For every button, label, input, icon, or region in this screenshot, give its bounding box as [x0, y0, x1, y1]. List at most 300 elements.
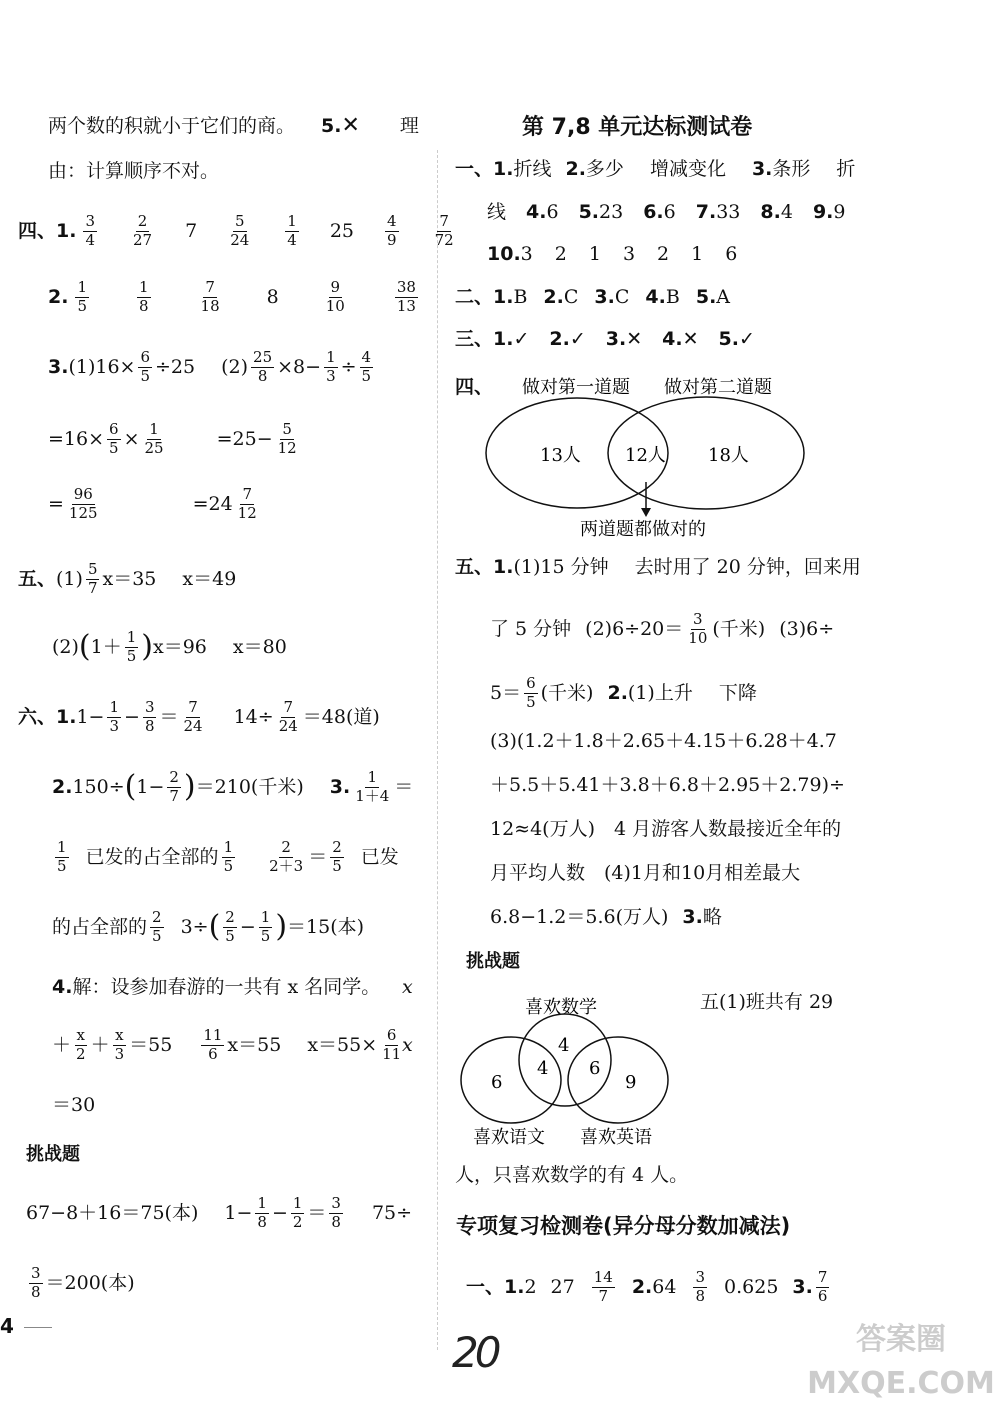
denominator: 10 [325, 296, 345, 315]
watermark-logo: 答案圈 MXQE.COM [807, 1322, 995, 1401]
answer-line: 人，只喜欢数学的有 4 人。 [455, 1164, 689, 1186]
denominator: 24 [230, 230, 250, 249]
numerator: 14 [593, 1268, 613, 1286]
fraction [199, 280, 222, 315]
column-divider [437, 150, 438, 1350]
fraction-list [72, 280, 420, 315]
value: 4 [780, 201, 793, 223]
fraction [330, 840, 344, 875]
answer: 了 5 分钟 [490, 617, 572, 640]
q-number: 2. [52, 775, 73, 798]
answer: 27 [550, 1275, 575, 1298]
numerator: 1 [149, 420, 159, 438]
numerator: 4 [361, 348, 372, 366]
expr: 的占全部的 [52, 915, 148, 938]
denominator: 6 [208, 1044, 218, 1063]
value: ✕ [682, 328, 699, 350]
value: 2 [554, 243, 567, 265]
denominator: 3 [114, 1044, 125, 1063]
denominator: 125 [68, 503, 98, 522]
section-label: 五、 [18, 567, 57, 590]
venn-top-value: 4 [558, 1035, 570, 1056]
numerator: 1 [260, 908, 271, 926]
expr: 解：设参加春游的一共有 x 名同学。 [72, 976, 381, 998]
denominator: 72 [434, 230, 454, 249]
denominator: 12 [277, 438, 297, 457]
answer: (1)15 分钟 [513, 556, 609, 578]
denominator: 5 [225, 926, 235, 945]
denominator: 13 [396, 296, 416, 315]
numerator: x [76, 1026, 86, 1044]
numerator: 2 [332, 838, 342, 856]
venn-bottom-label: 两道题都做对的 [580, 519, 706, 540]
expr: 75÷ [371, 1201, 413, 1224]
numerator: 2 [137, 212, 148, 230]
answer: 多少 [585, 158, 624, 180]
section-4-row-2 [48, 280, 421, 315]
answer: 增减变化 [649, 158, 726, 180]
q-number: 4. [645, 286, 666, 308]
numerator: 1 [292, 1194, 303, 1212]
q3-line-1 [48, 350, 376, 385]
fraction [276, 422, 299, 457]
numerator: 7 [283, 698, 294, 716]
section-4-row-1 [18, 214, 459, 249]
right-line-8 [490, 612, 834, 647]
denominator: 27 [133, 230, 153, 249]
answer-item [513, 288, 527, 307]
expr: ＝48(道) [302, 705, 380, 728]
fraction [29, 1266, 43, 1301]
q-number: 4. [662, 328, 683, 350]
right-line-9 [490, 676, 757, 711]
venn-left-label: 做对第一道题 [522, 377, 630, 398]
fraction [67, 487, 100, 522]
value: 7 [185, 219, 198, 242]
q-number: 9. [812, 201, 834, 223]
fraction [83, 214, 97, 249]
fraction [686, 612, 709, 647]
numerator: 1 [223, 838, 234, 856]
section-label: 六、1. [18, 705, 77, 728]
expr: (1)16× [68, 355, 136, 378]
expr: x [402, 1034, 413, 1056]
denominator: 6 [817, 1286, 828, 1305]
fraction [816, 1270, 830, 1305]
numerator: 3 [144, 698, 155, 716]
numerator: 96 [73, 485, 93, 503]
expr: =24 [192, 492, 233, 515]
venn-right-value: 9 [625, 1072, 637, 1093]
answer-item [579, 203, 624, 222]
denominator: 5 [140, 366, 151, 385]
answer-item [645, 288, 679, 307]
denominator: 11 [382, 1044, 402, 1063]
denominator: 8 [695, 1286, 706, 1305]
fraction [353, 770, 391, 805]
denominator: 5 [332, 856, 342, 875]
section-6-line-3 [52, 840, 399, 875]
q-number: 2. [543, 286, 564, 308]
answer-line: ＋5.5＋5.41＋3.8＋6.8＋2.95＋2.79)÷ [490, 774, 845, 796]
numerator: 3 [693, 610, 703, 628]
venn-mid-left-value: 4 [537, 1058, 549, 1079]
numerator: 3 [695, 1268, 706, 1286]
fraction [285, 214, 299, 249]
q-number: 2. [607, 681, 628, 704]
expr: x＝55× [307, 1033, 378, 1056]
expr: ＋ [52, 1033, 72, 1056]
q-number: 3. [594, 286, 615, 308]
answer: 0.625 [724, 1275, 779, 1298]
answer-item [813, 203, 846, 222]
answer: (1)上升 [627, 681, 693, 704]
expr: ＝ [394, 775, 414, 798]
venn-left-value: 6 [491, 1072, 503, 1093]
expr: =25− [216, 427, 273, 450]
denominator: 7 [87, 578, 98, 597]
fraction [251, 350, 274, 385]
denominator: 7 [169, 786, 179, 805]
fraction [291, 1196, 305, 1231]
expr: ＋ [90, 1033, 110, 1056]
value: 1 [588, 243, 601, 265]
expr: (2) [52, 635, 79, 658]
value: ✓ [738, 328, 755, 350]
numerator: 5 [87, 560, 98, 578]
numerator: 1 [109, 698, 120, 716]
expr: =16× [48, 427, 105, 450]
denominator: 5 [223, 856, 234, 875]
fraction [693, 1270, 707, 1305]
answer-line: (3)(1.2＋1.8＋2.65＋4.15＋6.28＋4.7 [490, 730, 837, 752]
answer-item [594, 288, 629, 307]
q-number: 2. [549, 328, 570, 350]
section-label: 一、1. [455, 158, 514, 180]
cross-mark: ✕ [341, 113, 360, 138]
value: A [716, 286, 731, 308]
q-number: 8. [760, 201, 781, 223]
q-number: 3. [329, 775, 351, 798]
denominator: 4 [85, 230, 95, 249]
expr: ＝55 [129, 1033, 173, 1056]
numerator: 1 [126, 628, 137, 646]
fraction [255, 1196, 269, 1231]
fraction [75, 280, 89, 315]
denominator: 10 [688, 628, 708, 647]
denominator: 8 [331, 1212, 341, 1231]
expr: − [271, 1201, 288, 1224]
denominator: 5 [152, 926, 162, 945]
numerator: 5 [234, 212, 245, 230]
expr: = [48, 492, 64, 515]
value: ✕ [626, 328, 643, 350]
numerator: 3 [331, 1194, 341, 1212]
numerator: 11 [203, 1026, 223, 1044]
venn-diagram-2 [455, 990, 685, 1150]
numerator: 1 [367, 768, 377, 786]
fraction [592, 1270, 615, 1305]
denominator: 8 [31, 1282, 41, 1301]
expr: 1＋ [90, 635, 122, 658]
answer: (千米) [540, 681, 594, 704]
denominator: 24 [278, 716, 298, 735]
challenge-heading: 挑战题 [26, 1144, 80, 1165]
q-number: 5. [718, 328, 739, 350]
left-challenge-line-1 [26, 1196, 412, 1231]
expr: ÷25 [155, 355, 196, 378]
right-line-4 [455, 288, 730, 307]
fraction [267, 840, 305, 875]
fraction [236, 487, 259, 522]
answer: 线 [487, 201, 507, 223]
numerator: 25 [253, 348, 273, 366]
answer-item [606, 330, 642, 349]
numerator: 9 [330, 278, 341, 296]
right-line-3 [487, 245, 737, 264]
text: 理 [399, 114, 419, 137]
denominator: 5 [109, 438, 119, 457]
expr: x＝96 [153, 635, 207, 658]
denominator: 8 [257, 366, 268, 385]
expr: × [123, 427, 140, 450]
denominator: 9 [387, 230, 397, 249]
answer-item [643, 203, 676, 222]
left-line-2 [48, 162, 219, 181]
value: C [614, 286, 630, 308]
expr: 已发的占全部的 [85, 845, 219, 868]
answer-list [521, 245, 738, 264]
section-6-q4 [52, 978, 380, 997]
value: 9 [833, 201, 846, 223]
fraction [137, 280, 151, 315]
numerator: 1 [326, 348, 336, 366]
denominator: 7 [598, 1286, 609, 1305]
numerator: 6 [386, 1026, 397, 1044]
venn-right-label: 喜欢英语 [580, 1127, 652, 1148]
denominator: 12 [237, 503, 257, 522]
expr: − [239, 915, 256, 938]
answer: (2)6÷20＝ [585, 617, 684, 640]
numerator: 6 [140, 348, 151, 366]
venn-right-circle [568, 1037, 668, 1123]
answer: 下降 [718, 681, 757, 704]
value: 6 [725, 243, 738, 265]
answer-item [719, 330, 755, 349]
value: 1 [691, 243, 704, 265]
q-number: 4. [526, 201, 547, 223]
expr: ＝ [159, 705, 179, 728]
q-number: 7. [695, 201, 717, 223]
right-last-line [466, 1270, 832, 1305]
venn-left-label: 喜欢语文 [473, 1127, 545, 1148]
expr: ＝ [308, 845, 328, 868]
numerator: 7 [439, 212, 449, 230]
expr: 67−8＋16＝75(本) [26, 1201, 199, 1224]
denominator: 4 [287, 230, 297, 249]
answer: 略 [702, 906, 722, 928]
expr: 1− [76, 705, 105, 728]
denominator: 8 [257, 1212, 267, 1231]
fraction [131, 214, 154, 249]
answer-list [513, 288, 730, 307]
fraction [167, 770, 181, 805]
answer-line: 月平均人数 (4)1月和10月相差最大 [490, 862, 801, 884]
q-number: 4. [52, 976, 73, 998]
answer-item [549, 330, 585, 349]
answer: 折 [836, 158, 856, 180]
value: 3 [622, 243, 636, 265]
numerator: 38 [396, 278, 416, 296]
numerator: 6 [526, 674, 536, 692]
numerator: 7 [205, 278, 215, 296]
fraction [86, 562, 100, 597]
denominator: 5 [77, 296, 87, 315]
value: 23 [599, 201, 624, 223]
answer-list [526, 203, 845, 222]
expr: x＝80 [232, 635, 287, 658]
q-number: 3. [605, 328, 627, 350]
value: B [513, 286, 528, 308]
denominator: 5 [260, 926, 271, 945]
numerator: 6 [109, 420, 119, 438]
numerator: 1 [287, 212, 297, 230]
value: 8 [266, 285, 279, 308]
answer-item [760, 203, 793, 222]
q3-line-3 [48, 487, 262, 522]
q-number: 2. [631, 1275, 653, 1298]
fraction [324, 350, 338, 385]
right-line-7 [455, 558, 861, 577]
denominator: 5 [526, 692, 536, 711]
value: ✓ [569, 328, 586, 350]
denominator: 1＋4 [355, 786, 390, 805]
fraction [182, 700, 205, 735]
section-label: 四、1. [18, 219, 77, 242]
denominator: 2＋3 [269, 856, 304, 875]
q-number: 5. [578, 201, 600, 223]
section-6-line-1 [18, 700, 380, 735]
expr: x＝35 [102, 567, 157, 590]
denominator: 3 [109, 716, 120, 735]
fraction [150, 910, 164, 945]
numerator: 2 [152, 908, 162, 926]
handwritten-number: 20 [452, 1328, 498, 1377]
answer: 5＝ [490, 681, 522, 704]
denominator: 8 [139, 296, 149, 315]
answer: 折线 [513, 158, 552, 180]
answer: 去时用了 20 分钟，回来用 [634, 556, 861, 578]
right-line-5 [455, 330, 755, 349]
left-line-1 [48, 115, 419, 137]
fraction [395, 280, 418, 315]
text: 由：计算顺序不对。 [48, 160, 220, 182]
answer-item [513, 330, 529, 349]
fraction [222, 840, 236, 875]
expr: ＝30 [52, 1094, 96, 1116]
answer-item [696, 288, 730, 307]
value: C [563, 286, 579, 308]
answer-item [543, 288, 578, 307]
numerator: 4 [387, 212, 397, 230]
expr: (1) [56, 567, 83, 590]
denominator: 2 [76, 1044, 86, 1063]
numerator: 7 [817, 1268, 828, 1286]
section-6-line-6 [52, 1028, 406, 1063]
venn-diagram-1 [480, 372, 820, 542]
answer-item [526, 203, 559, 222]
q3-line-2 [48, 422, 302, 457]
answer: 6.8−1.2＝5.6(万人) [490, 906, 669, 928]
numerator: 1 [139, 278, 149, 296]
fraction [433, 214, 456, 249]
answer: 64 [652, 1275, 677, 1298]
denominator: 25 [144, 438, 164, 457]
fraction [138, 350, 152, 385]
q-number: 5. [321, 114, 342, 137]
answer: (3)6÷ [779, 617, 835, 640]
fraction [524, 676, 538, 711]
venn-right-value: 18人 [708, 445, 749, 466]
q-number: 2. [48, 285, 69, 308]
value: 3 [520, 243, 533, 265]
q-number: 2. [565, 158, 586, 180]
denominator: 5 [361, 366, 372, 385]
q-number: 10. [487, 243, 521, 265]
expr: 3÷ [180, 915, 209, 938]
numerator: 1 [57, 838, 67, 856]
section-label: 二、1. [455, 286, 514, 308]
value: 6 [546, 201, 559, 223]
value: B [665, 286, 680, 308]
answer-line: 12≈4(万人) 4 月游客人数最接近全年的 [490, 818, 842, 840]
q-number: 5. [695, 286, 717, 308]
venn-right-label: 做对第二道题 [664, 377, 772, 398]
section-6-line-4: 的占全部的 $\frac{2}{5}$ 3÷ ( $\frac{2}{5}$ − $\frac{1}{5}$ ) ＝15(本) [52, 908, 365, 945]
fraction [107, 422, 121, 457]
numerator: 3 [31, 1264, 41, 1282]
section-5-line-1 [18, 562, 236, 597]
denominator: 3 [326, 366, 336, 385]
venn-left-value: 13人 [540, 445, 581, 466]
q-number: 6. [643, 201, 664, 223]
q-number: 3. [682, 906, 703, 928]
venn-left-circle [461, 1037, 561, 1123]
numerator: 1 [257, 1194, 267, 1212]
venn-mid-right-value: 6 [589, 1058, 601, 1079]
numerator: 3 [85, 212, 95, 230]
expr: 1− [136, 775, 165, 798]
fraction [259, 910, 273, 945]
numerator: x [115, 1026, 124, 1044]
answer-item [662, 330, 698, 349]
fraction [125, 630, 139, 665]
expr: − [124, 705, 140, 728]
expr: x [402, 976, 413, 998]
page-number: 4 [0, 1314, 14, 1338]
expr: ＝15(本) [287, 915, 365, 938]
right-line-14 [490, 908, 722, 927]
expr: 14÷ [233, 705, 274, 728]
denominator: 18 [200, 296, 220, 315]
section-label: 一、1. [466, 1275, 525, 1298]
value: 6 [663, 201, 676, 223]
expr: 150÷ [72, 775, 125, 798]
expr: x＝55 [227, 1033, 282, 1056]
denominator: 5 [126, 646, 137, 665]
section-label: 五、1. [455, 556, 514, 578]
denominator: 2 [292, 1212, 303, 1231]
